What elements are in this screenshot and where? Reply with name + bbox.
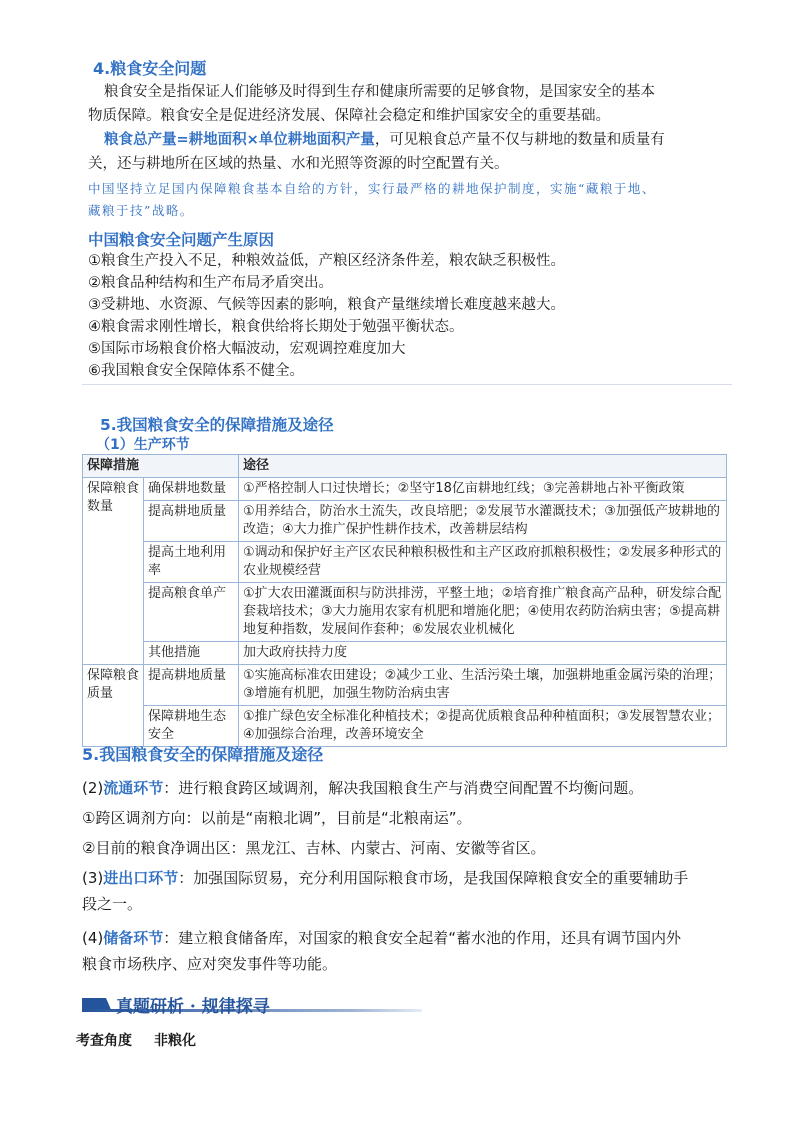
storage-key: 储备环节 xyxy=(103,929,164,947)
list-item: ①粮食生产投入不足，种粮效益低，产粮区经济条件差，粮农缺乏积极性。 xyxy=(88,253,565,269)
row-path: ①实施高标准农田建设；②减少工业、生活污染土壤，加强耕地重金属污染的治理；③增施有机肥，加强生物防治病虫害 xyxy=(239,665,727,706)
row-path: ①扩大农田灌溉面积与防洪排涝，平整土地；②培育推广粮食高产品种，研发综合配套栽培技术；③大力施用农家有机肥和增施化肥；④使用农药防治病虫害；⑤提高耕地复种指数，发展间作套种；⑥发展农业机械化 xyxy=(239,583,727,642)
trade-text: ：加强国际贸易，充分利用国际粮食市场，是我国保障粮食安全的重要辅助手 xyxy=(178,869,689,887)
para2-rest: ，可见粮食总产量不仅与耕地的数量和质量有 xyxy=(374,132,665,148)
footer-line xyxy=(76,1030,196,1050)
footer-label: 考查角度 xyxy=(76,1033,132,1049)
header-path: 途径 xyxy=(239,455,727,478)
table-row xyxy=(83,542,727,583)
section4-para1 xyxy=(104,80,744,104)
row-path: ①严格控制人口过快增长；②坚守18亿亩耕地红线；③完善耕地占补平衡政策 xyxy=(239,478,727,501)
row-path: 加大政府扶持力度 xyxy=(239,642,727,665)
table-row xyxy=(83,665,727,706)
list-item: ⑤国际市场粮食价格大幅波动，宏观调控难度加大 xyxy=(88,341,406,357)
formula-highlight: 粮食总产量=耕地面积×单位耕地面积产量 xyxy=(104,132,375,148)
item-prefix: (2) xyxy=(82,779,104,797)
section4-para2 xyxy=(104,128,754,152)
list-item: ④粮食需求刚性增长，粮食供给将长期处于勉强平衡状态。 xyxy=(88,319,464,335)
circulation-key: 流通环节 xyxy=(103,779,164,797)
banner-title: 真题研析 · 规律探寻 xyxy=(116,997,270,1017)
group-quality: 保障粮食质量 xyxy=(83,665,144,747)
header-measure: 保障措施 xyxy=(83,455,239,478)
section5-title: 5.我国粮食安全的保障措施及途径 xyxy=(100,416,334,434)
para1-line1: 粮食安全是指保证人们能够及时得到生存和健康所需要的足够食物，是国家安全的基本 xyxy=(104,84,655,100)
policy-note-line2: 藏粮于技”战略。 xyxy=(88,203,194,218)
row-item: 提高耕地质量 xyxy=(144,501,239,542)
footer-value: 非粮化 xyxy=(154,1033,196,1049)
causes-title: 中国粮食安全问题产生原因 xyxy=(88,231,275,249)
row-path: ①推广绿色安全标准化种植技术；②提高优质粮食品种种植面积；③发展智慧农业；④加强综合治理，改善环境安全 xyxy=(239,706,727,747)
production-subtitle: （1）生产环节 xyxy=(96,437,190,453)
storage-para xyxy=(82,926,732,950)
group-quantity: 保障粮食数量 xyxy=(83,478,144,665)
direction-para: ①跨区调剂方向：以前是“南粮北调”，目前是“北粮南运”。 xyxy=(82,809,472,827)
row-item: 保障耕地生态安全 xyxy=(144,706,239,747)
row-item: 提高粮食单产 xyxy=(144,583,239,642)
item-prefix: (3) xyxy=(82,869,104,887)
circulation-text: ：进行粮食跨区域调剂，解决我国粮食生产与消费空间配置不均衡问题。 xyxy=(163,779,644,797)
trade-para-line2: 段之一。 xyxy=(82,895,143,913)
para2-line2: 关，还与耕地所在区域的热量、水和光照等资源的时空配置有关。 xyxy=(88,156,509,172)
table-row xyxy=(83,501,727,542)
list-item: ②粮食品种结构和生产布局矛盾突出。 xyxy=(88,275,333,291)
analysis-banner xyxy=(82,992,422,1018)
row-item: 其他措施 xyxy=(144,642,239,665)
row-item: 提高土地利用率 xyxy=(144,542,239,583)
list-item: ③受耕地、水资源、气候等因素的影响，粮食产量继续增长难度越来越大。 xyxy=(88,297,565,313)
export-region-para: ②目前的粮食净调出区：黑龙江、吉林、内蒙古、河南、安徽等省区。 xyxy=(82,839,546,857)
measures-table xyxy=(82,454,727,747)
storage-para-line2: 粮食市场秩序、应对突发事件等功能。 xyxy=(82,955,338,973)
section5-title-2: 5.我国粮食安全的保障措施及途径 xyxy=(82,745,324,764)
trade-para xyxy=(82,866,732,890)
row-item: 确保耕地数量 xyxy=(144,478,239,501)
storage-text: ：建立粮食储备库，对国家的粮食安全起着“蓄水池的作用，还具有调节国内外 xyxy=(163,929,682,947)
table-row xyxy=(83,478,727,501)
list-item: ⑥我国粮食安全保障体系不健全。 xyxy=(88,363,304,379)
trade-key: 进出口环节 xyxy=(103,869,179,887)
section-divider xyxy=(82,384,732,385)
item-prefix: (4) xyxy=(82,929,104,947)
para1-line2: 物质保障。粮食安全是促进经济发展、保障社会稳定和维护国家安全的重要基础。 xyxy=(88,108,610,124)
measures-table-wrap xyxy=(82,454,727,747)
policy-note-line1: 中国坚持立足国内保障粮食基本自给的方针，实行最严格的耕地保护制度，实施“藏粮于地、 xyxy=(88,181,656,196)
table-row xyxy=(83,706,727,747)
row-item: 提高耕地质量 xyxy=(144,665,239,706)
table-row xyxy=(83,642,727,665)
section4-title: 4.粮食安全问题 xyxy=(93,59,207,78)
table-header-row xyxy=(83,455,727,478)
circulation-para xyxy=(82,776,732,800)
row-path: ①调动和保护好主产区农民种粮积极性和主产区政府抓粮积极性；②发展多种形式的农业规模经营 xyxy=(239,542,727,583)
table-row xyxy=(83,583,727,642)
causes-list xyxy=(88,250,748,382)
row-path: ①用养结合，防治水土流失，改良培肥；②发展节水灌溉技术；③加强低产坡耕地的改造；④大力推广保护性耕作技术，改善耕层结构 xyxy=(239,501,727,542)
